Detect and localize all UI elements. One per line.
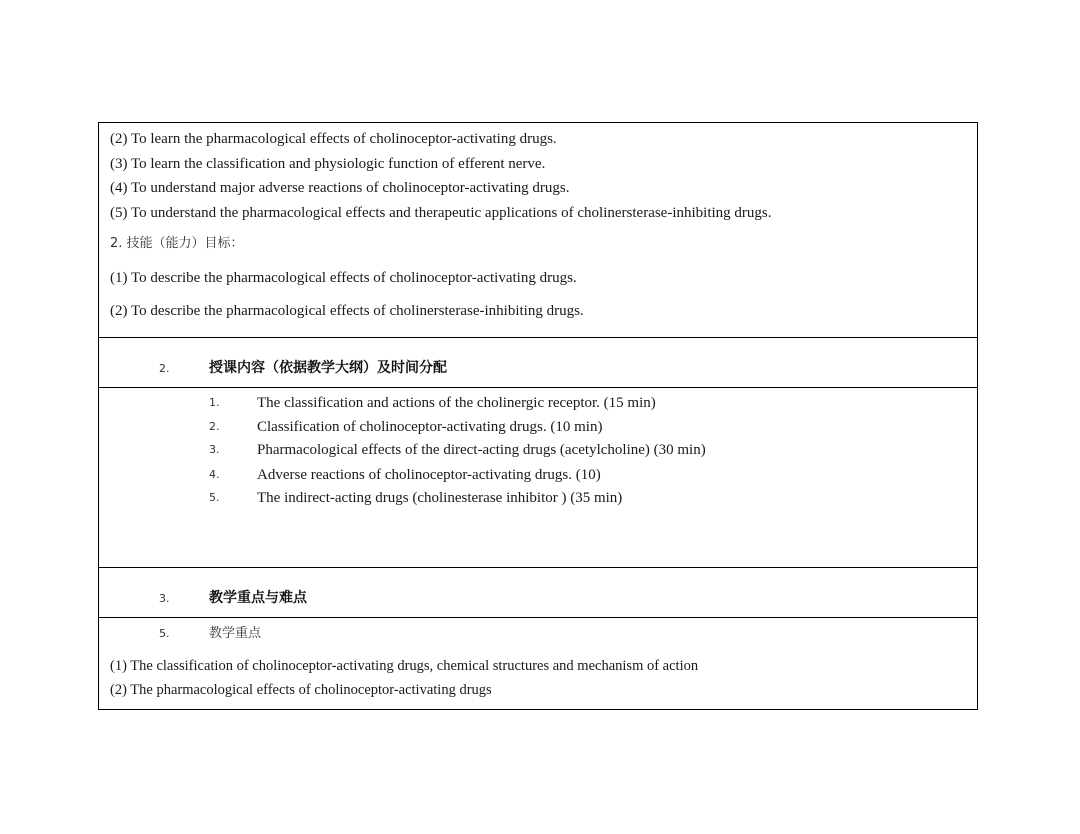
document-table: [98, 122, 978, 710]
key-points-header-row: [99, 568, 977, 618]
objective-line: (2) To learn the pharmacological effects of cholinoceptor-activating drugs.: [110, 131, 557, 147]
objective-line: (3) To learn the classification and physiologic function of efferent nerve.: [110, 156, 546, 172]
list-item-number: 5.: [209, 491, 220, 504]
sub-section-heading: 教学重点: [209, 626, 262, 641]
content-list: [99, 388, 977, 568]
sub-section-number: 5.: [159, 627, 170, 640]
skill-objectives-heading: 2. 技能（能力）目标：: [110, 236, 244, 251]
skill-line: (1) To describe the pharmacological effects of cholinoceptor-activating drugs.: [110, 270, 577, 286]
list-item-number: 1.: [209, 396, 220, 409]
key-points-heading: 教学重点与难点: [209, 590, 307, 606]
key-point-line: (2) The pharmacological effects of cholinoceptor-activating drugs: [110, 682, 492, 698]
list-item-number: 3.: [209, 443, 220, 456]
list-item-text: The classification and actions of the cholinergic receptor. (15 min): [257, 395, 656, 411]
objective-line: (5) To understand the pharmacological effects and therapeutic applications of cholinersterase-inhibiting drugs.: [110, 205, 772, 221]
list-item-number: 4.: [209, 468, 220, 481]
list-item-text: Classification of cholinoceptor-activating drugs. (10 min): [257, 419, 603, 435]
objectives-section: [99, 123, 977, 338]
content-heading: 授课内容（依据教学大纲）及时间分配: [209, 360, 447, 376]
objective-line: (4) To understand major adverse reactions of cholinoceptor-activating drugs.: [110, 180, 570, 196]
list-item-number: 2.: [209, 420, 220, 433]
key-point-line: (1) The classification of cholinoceptor-activating drugs, chemical structures and mechanism of action: [110, 658, 699, 674]
section-number: 3.: [159, 592, 170, 605]
skill-line: (2) To describe the pharmacological effects of cholinersterase-inhibiting drugs.: [110, 303, 584, 319]
section-number: 2.: [159, 362, 170, 375]
list-item-text: Adverse reactions of cholinoceptor-activating drugs. (10): [257, 467, 601, 483]
content-header-row: [99, 338, 977, 388]
list-item-text: Pharmacological effects of the direct-acting drugs (acetylcholine) (30 min): [257, 442, 706, 458]
list-item-text: The indirect-acting drugs (cholinesterase inhibitor ) (35 min): [257, 490, 623, 506]
key-points-body: [99, 618, 977, 711]
